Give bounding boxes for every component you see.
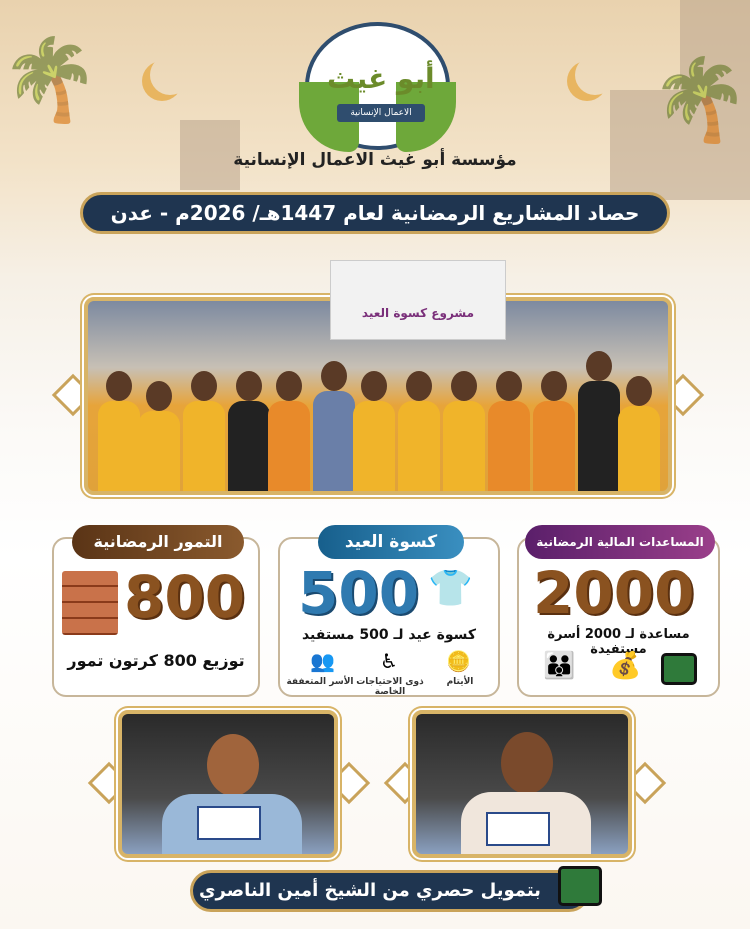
cash-icon [558,866,602,906]
family-icon: 👪 [543,651,576,681]
project-sign [330,260,506,340]
wheelchair-icon: ♿ [380,649,398,673]
card-number: 800 [124,563,246,631]
card-financial-aid [517,537,720,697]
logo-subtitle: الاعمال الإنسانية [337,104,425,122]
card-label: التمور الرمضانية [72,525,244,559]
category-special-needs: ذوى الاحتياجات الخاصة [356,677,424,697]
card-caption: مساعدة لـ 2000 أسرة مستفيدة [547,627,690,657]
organization-logo [305,22,450,150]
card-number: 500 [298,559,420,627]
coins-icon: 💰 [609,651,642,681]
people-icon: 👥 [310,649,335,673]
palm-tree-decoration: 🌴 [0,33,100,126]
card-eid-clothing [278,532,500,697]
coin-hand-icon: 🪙 [446,649,471,673]
crescent-moon-decoration [150,55,190,95]
page-title: حصاد المشاريع الرمضانية لعام 1447هـ/ 2026م - عدن [80,192,670,234]
cash-icon [661,653,697,685]
date-boxes-icon [62,571,118,635]
category-needy-families: الأسر المتعففة [286,677,354,687]
photo-boy-with-card [118,710,338,858]
card-caption: توزيع 800 كرتون تمور [67,651,245,670]
palm-tree-decoration: 🌴 [650,53,750,146]
funding-banner: بتمويل حصري من الشيخ أمين الناصري [190,870,590,912]
clothing-icon: 👕 [428,568,473,609]
card-label: المساعدات المالية الرمضانية [525,525,715,559]
crescent-moon-decoration [575,55,615,95]
category-orphans: الأيتام [446,677,474,687]
sign-text: مشروع كسوة العيد [361,306,475,320]
logo-name: أبو غيث [327,62,435,95]
card-ramadan-dates [52,532,260,697]
card-label: كسوة العيد [318,525,464,559]
photo-girl-with-card [412,710,632,858]
card-caption: كسوة عيد لـ 500 مستفيد [301,627,477,643]
card-number: 2000 [533,559,695,627]
organization-name: مؤسسة أبو غيث الاعمال الإنسانية [233,150,517,170]
